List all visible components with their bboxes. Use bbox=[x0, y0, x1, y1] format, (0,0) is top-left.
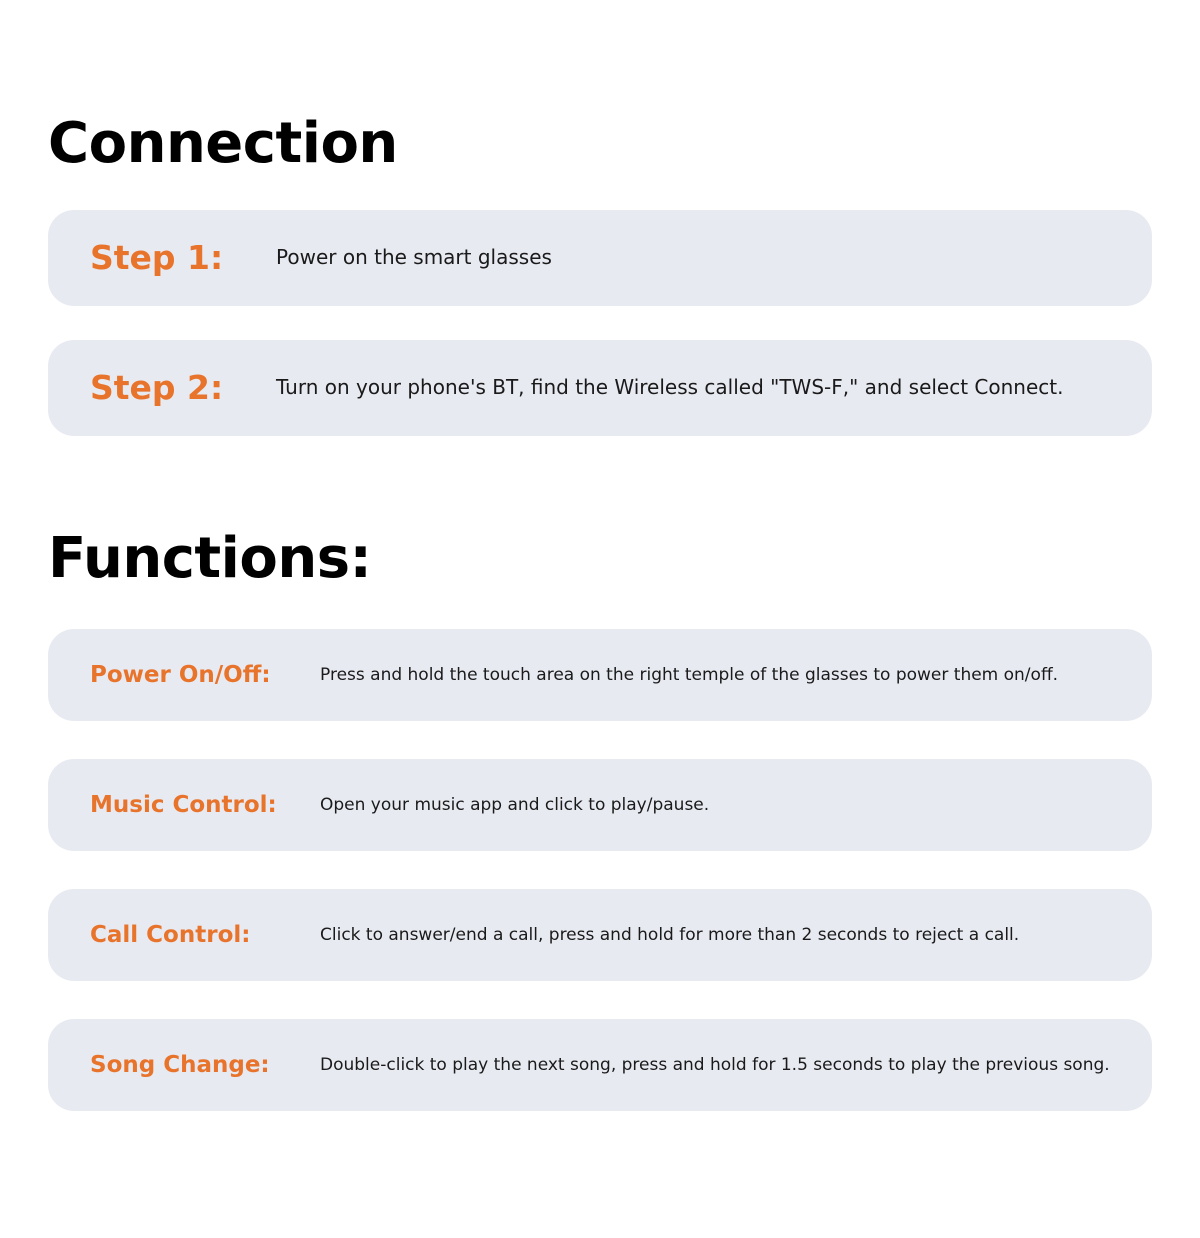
function-call-control bbox=[48, 889, 1152, 981]
connection-steps-list bbox=[48, 210, 1152, 436]
function-song-change-description: Double-click to play the next song, press and hold for 1.5 seconds to play the previous song. bbox=[320, 1054, 1110, 1075]
function-song-change-label: Song Change: bbox=[90, 1052, 270, 1079]
step-2-label: Step 2: bbox=[90, 368, 224, 408]
connection-step-1 bbox=[48, 210, 1152, 306]
step-1-label: Step 1: bbox=[90, 238, 224, 278]
step-2-description: Turn on your phone's BT, find the Wireless called "TWS-F," and select Connect. bbox=[276, 375, 1064, 400]
function-music-control-label: Music Control: bbox=[90, 792, 277, 819]
function-power-on-off-label: Power On/Off: bbox=[90, 662, 271, 689]
function-power-on-off bbox=[48, 629, 1152, 721]
functions-section-title: Functions: bbox=[48, 526, 372, 592]
functions-list bbox=[48, 629, 1152, 1111]
connection-step-2 bbox=[48, 340, 1152, 436]
step-1-description: Power on the smart glasses bbox=[276, 245, 552, 270]
instruction-page bbox=[0, 38, 1200, 1238]
function-music-control-description: Open your music app and click to play/pause. bbox=[320, 794, 710, 815]
function-call-control-description: Click to answer/end a call, press and hold for more than 2 seconds to reject a call. bbox=[320, 924, 1020, 945]
connection-section-title: Connection bbox=[48, 110, 398, 176]
function-call-control-label: Call Control: bbox=[90, 922, 251, 949]
function-song-change bbox=[48, 1019, 1152, 1111]
function-power-on-off-description: Press and hold the touch area on the right temple of the glasses to power them on/off. bbox=[320, 664, 1059, 685]
function-music-control bbox=[48, 759, 1152, 851]
